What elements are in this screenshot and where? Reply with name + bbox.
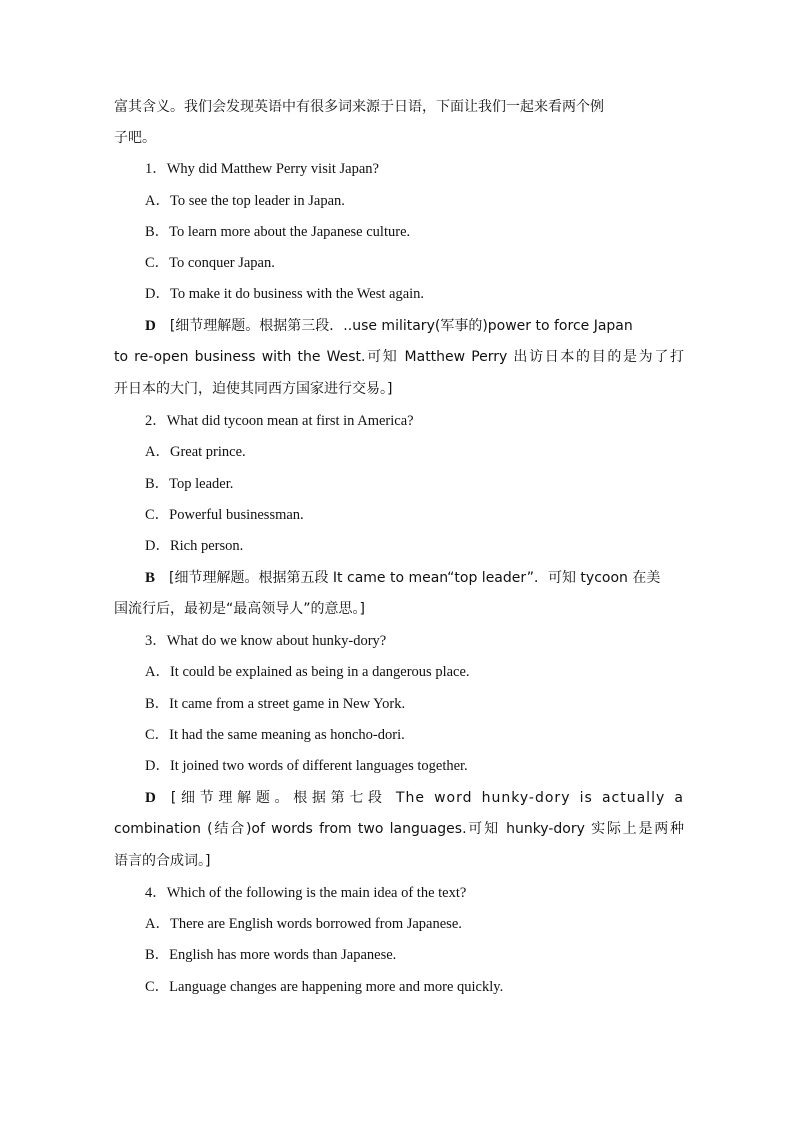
question-1-explanation-line-1 [145,316,684,336]
question-2-explanation-text-1: [细节理解题。根据第五段 It came to mean“top leader”．可知 tycoon 在美 [169,570,661,586]
question-2-answer: B [145,570,156,586]
question-1-explanation-text-1: [细节理解题。根据第三段．..use military(军事的)power to force Japan [169,318,633,334]
question-1-option-c: C．To conquer Japan. [145,255,275,271]
question-1-answer: D [145,318,156,334]
question-3-explanation-line-3: 语言的合成词。] [114,853,211,869]
question-1-explanation-line-2: to re-open business with the West.可知 Matthew Perry 出访日本的目的是为了打 [114,349,684,365]
question-3-option-d: D．It joined two words of different languages together. [145,758,468,774]
question-1-option-b: B．To learn more about the Japanese culture. [145,224,411,240]
question-3-stem: 3．What do we know about hunky-dory? [145,633,387,649]
question-4-stem: 4．Which of the following is the main idea of the text? [145,885,467,901]
question-2-stem: 2．What did tycoon mean at first in America? [145,413,414,429]
intro-line-1: 富其含义。我们会发现英语中有很多词来源于日语，下面让我们一起来看两个例 [114,99,604,115]
question-2-explanation-line-1 [145,568,684,588]
question-3-explanation-line-2: combination (结合)of words from two languages.可知 hunky-dory 实际上是两种 [114,821,684,837]
question-3-answer: D [145,790,157,806]
question-3-explanation-line-1 [145,788,684,808]
question-2-option-d: D．Rich person. [145,538,244,554]
question-4-option-b: B．English has more words than Japanese. [145,947,397,963]
question-3-option-b: B．It came from a street game in New York. [145,696,406,712]
question-1-stem: 1．Why did Matthew Perry visit Japan? [145,161,379,177]
intro-line-2: 子吧。 [114,130,156,146]
question-2-option-a: A．Great prince. [145,444,246,460]
question-3-explanation-text-1: [细节理解题。根据第七段 The word hunky-dory is actually a [170,790,684,806]
question-2-option-c: C．Powerful businessman. [145,507,304,523]
question-1-explanation-line-3: 开日本的大门，迫使其同西方国家进行交易。] [114,381,393,397]
question-1-option-d: D．To make it do business with the West again. [145,286,425,302]
question-4-option-c: C．Language changes are happening more and more quickly. [145,979,504,995]
question-3-option-a: A．It could be explained as being in a dangerous place. [145,664,470,680]
question-3-option-c: C．It had the same meaning as honcho-dori. [145,727,405,743]
question-1-option-a: A．To see the top leader in Japan. [145,193,345,209]
question-2-option-b: B．Top leader. [145,476,234,492]
question-4-option-a: A．There are English words borrowed from Japanese. [145,916,462,932]
question-2-explanation-line-2: 国流行后，最初是“最高领导人”的意思。] [114,601,365,617]
